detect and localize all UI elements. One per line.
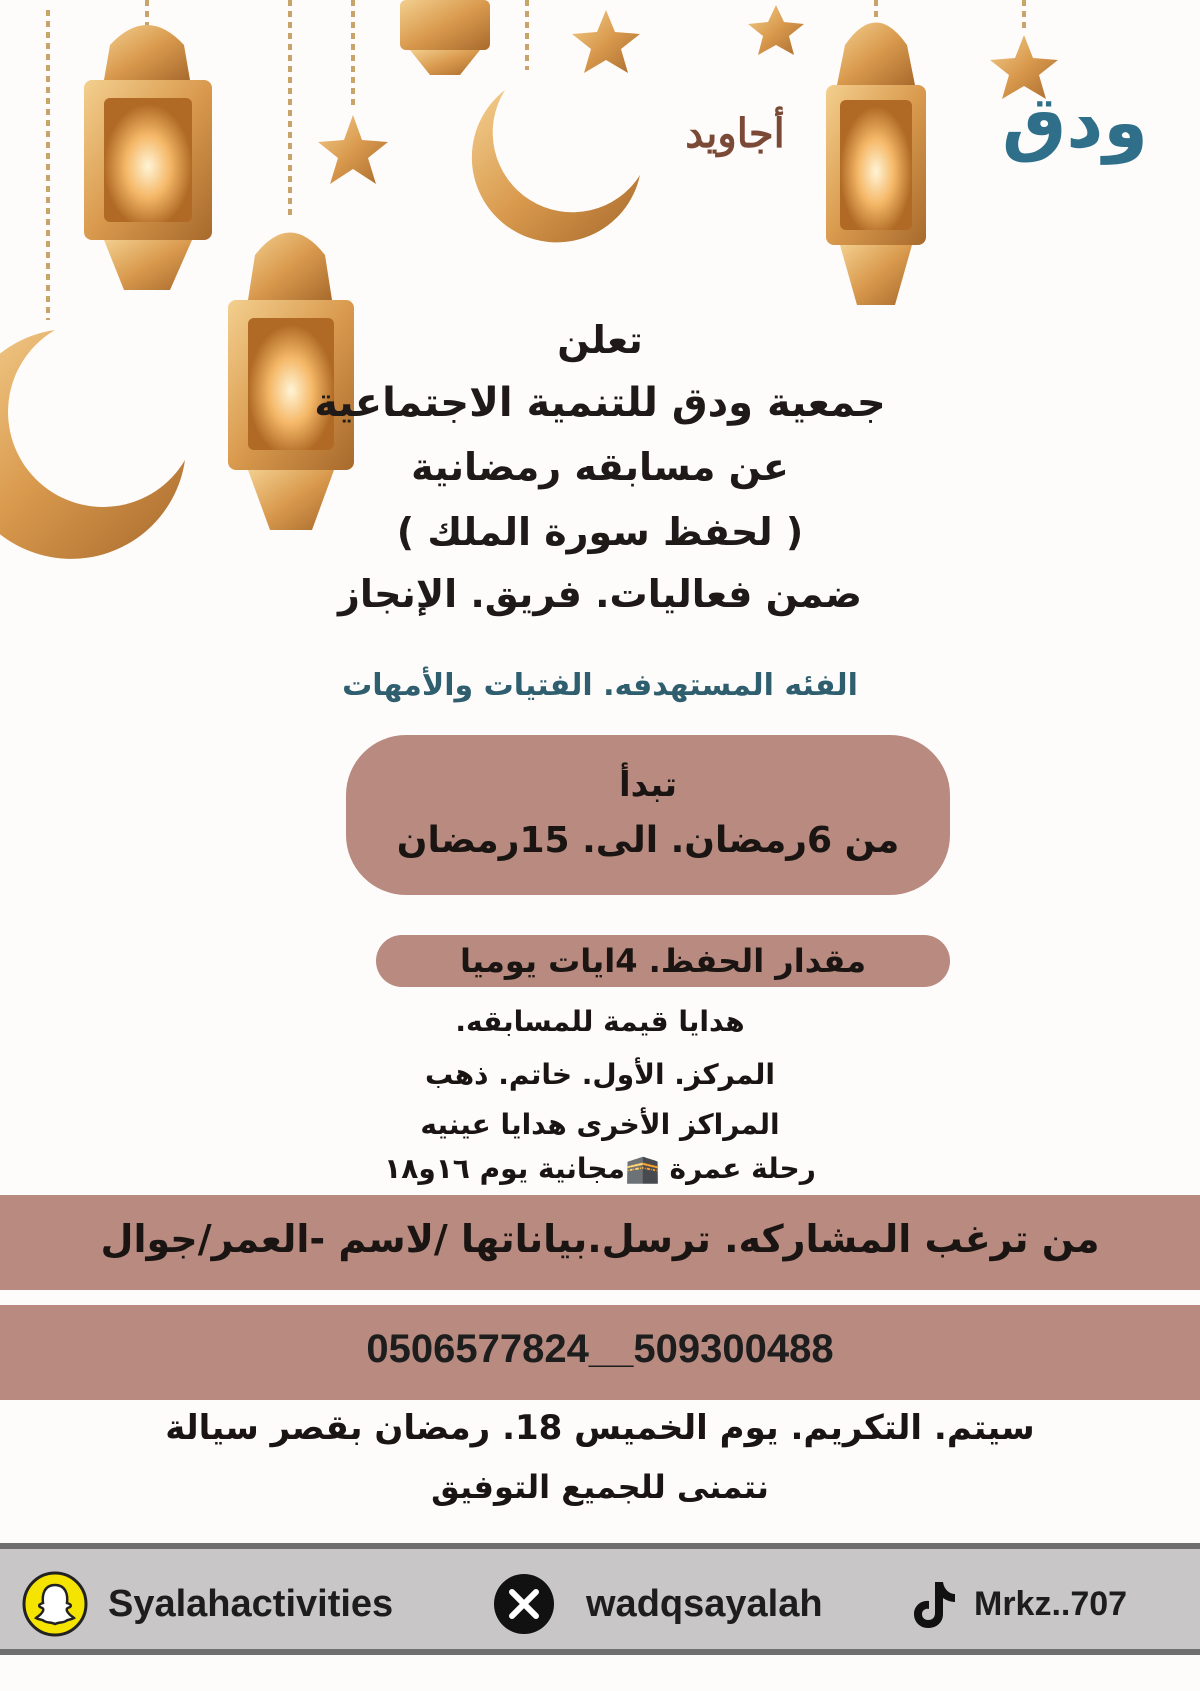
prizes-title: هدايا قيمة للمسابقه. [455,1005,745,1038]
tiktok-icon [900,1572,964,1636]
tiktok-link[interactable] [900,1573,1127,1635]
lantern-left [84,25,212,290]
snapchat-link[interactable] [22,1573,393,1635]
snapchat-handle: Syalahactivities [108,1582,394,1625]
announce-line-4: ( لحفظ سورة الملك ) [396,510,804,554]
memorization-amount: مقدار الحفظ. 4ايات يوميا [459,942,867,980]
tiktok-handle: Mrkz..707 [974,1584,1128,1623]
social-bar [0,1543,1200,1655]
honoring-text: سيتم. التكريم. يوم الخميس 18. رمضان بقصر سيالة [165,1408,1035,1448]
announce-line-2: جمعية ودق للتنمية الاجتماعية [314,380,886,426]
ajaweed-logo: أجاويد [685,110,785,157]
phones-band [0,1305,1200,1400]
crescent-moon-center [472,90,640,242]
lantern-top [400,0,490,75]
wadq-logo: ودق [1001,80,1149,164]
star-icon [748,5,804,55]
star-icon [318,115,388,184]
participation-text: من ترغب المشاركه. ترسل.بياناتها /لاسم -العمر/جوال [100,1217,1100,1261]
prize-first: المركز. الأول. خاتم. ذهب [425,1058,775,1091]
announce-line-3: عن مسابقه رمضانية [411,445,789,489]
start-label: تبدأ [619,765,677,805]
target-audience: الفئه المستهدفه. الفتيات والأمهات [342,668,858,703]
announce-line-5: ضمن فعاليات. فريق. الإنجاز [338,572,862,616]
start-dates-box [346,735,950,895]
x-link[interactable] [492,1573,823,1635]
prize-others: المراكز الأخرى هدايا عينيه [420,1108,780,1141]
memorization-amount-box [376,935,950,987]
x-icon [492,1572,556,1636]
prize-umrah: رحلة عمرة 🕋مجانية يوم ١٦و١٨ [384,1152,816,1185]
snapchat-icon [22,1571,88,1637]
x-handle: wadqsayalah [586,1582,823,1625]
lantern-right [826,23,926,306]
participation-band [0,1195,1200,1290]
start-range: من 6رمضان. الى. 15رمضان [396,820,900,861]
phone-numbers[interactable]: 0506577824__509300488 [366,1327,834,1371]
star-icon [572,10,640,73]
wish-text: نتمنى للجميع التوفيق [431,1468,769,1506]
announce-line-1: تعلن [557,318,643,362]
